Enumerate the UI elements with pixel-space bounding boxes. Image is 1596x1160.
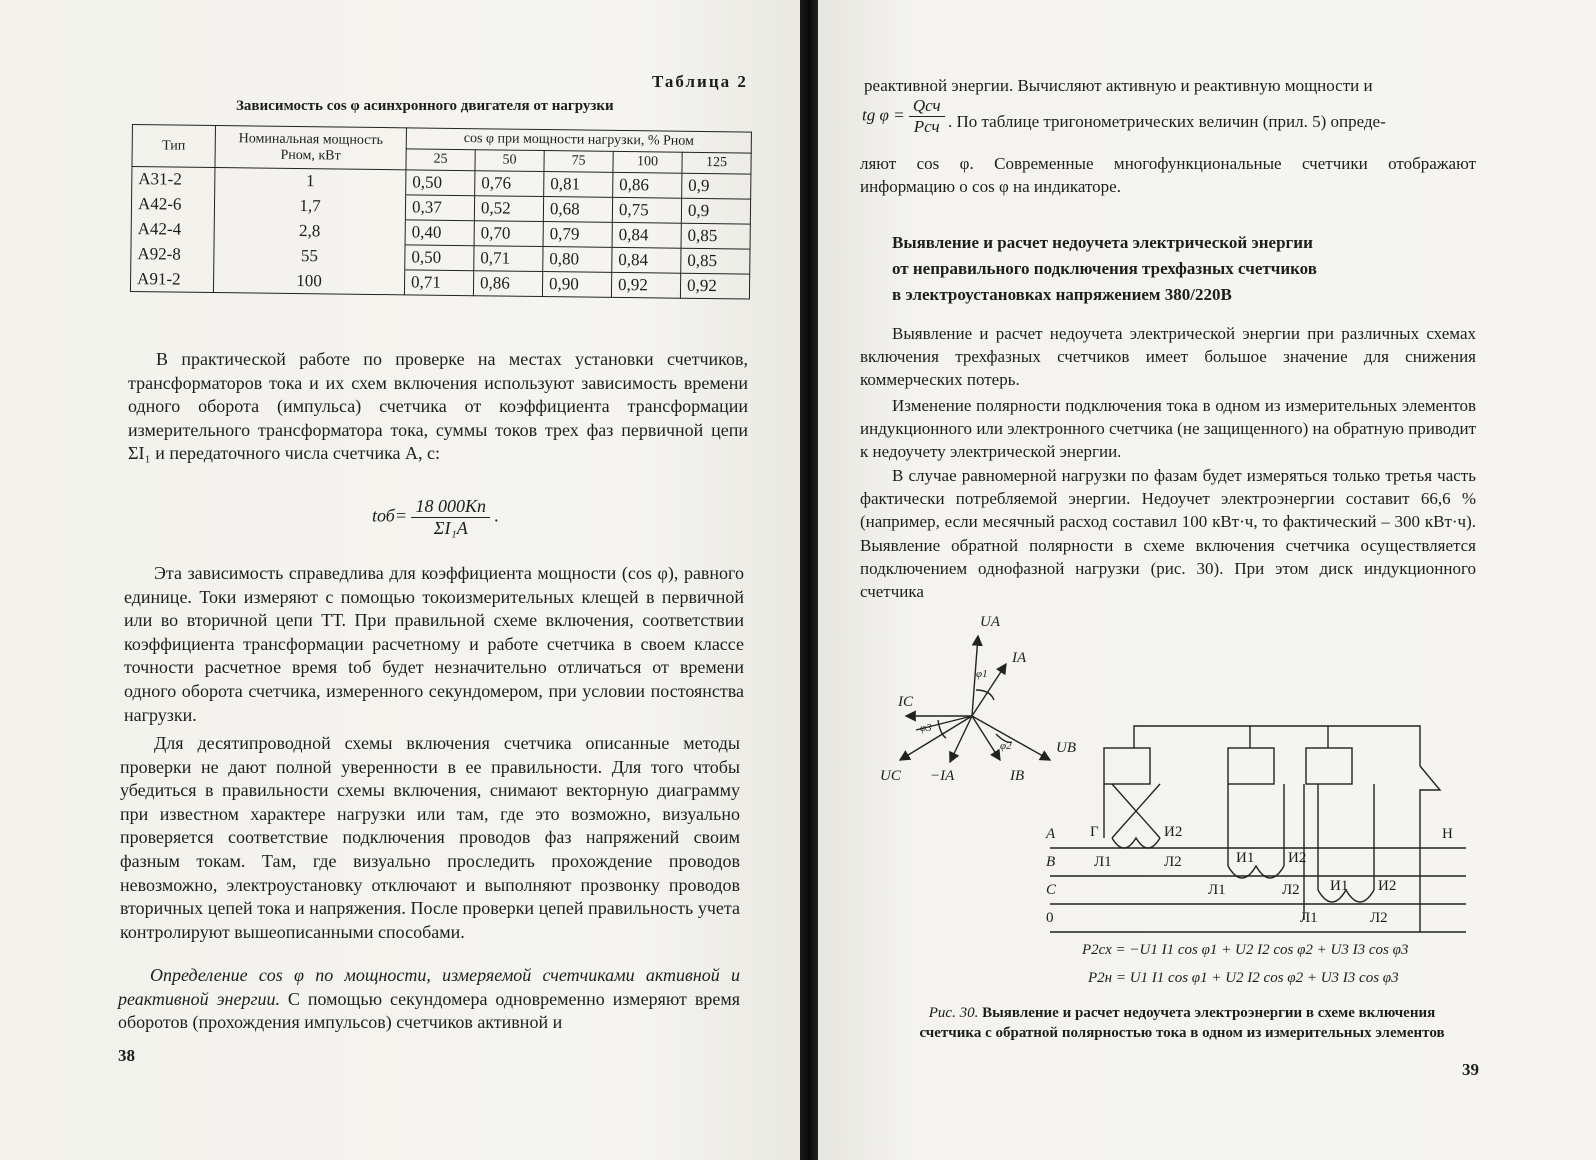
heading-line-3: в электроустановках напряжением 380/220В (892, 285, 1232, 304)
tg-numerator: Qсч (909, 96, 945, 117)
terminal-l1-3: Л1 (1300, 910, 1318, 926)
heading-line-2: от неправильного подключения трехфазных счетчиков (892, 259, 1317, 278)
page-number-right: 39 (1462, 1060, 1479, 1079)
motor-type-cell: А91-2 (130, 266, 213, 292)
cos-phi-cell: 0,86 (473, 271, 542, 297)
terminal-i2-2: И2 (1288, 850, 1307, 866)
cos-phi-cell: 0,50 (406, 170, 475, 196)
load-level-header: 100 (613, 151, 682, 173)
cos-phi-cell: 0,81 (544, 172, 613, 198)
cos-phi-cell: 0,85 (681, 223, 750, 249)
terminal-i1-2: И1 (1236, 850, 1255, 866)
left-paragraph-3: Для десятипроводной схемы включения счетчика описанные методы проверки не дают полной уверенности в ее правильности. Для того чтобы убедиться в правильности схемы включения, снимают векторную диаграмму при известном характере нагрузки или там, где это возможно, визуально проверяется соответствие подключения проводов фаз напряжений своим фазным токам. Там, где визуально проследить прохождение проводов невозможно, электроустановку отключают и выполняют прозвонку проводов вторичных цепей тока и напряжения. После проверки цепей правильность учета контролируют вышеописанными способами. (120, 733, 740, 942)
cos-phi-cell: 0,70 (474, 221, 543, 247)
cos-phi-cell: 0,68 (543, 197, 612, 223)
formula-fraction (411, 496, 490, 539)
section-heading (892, 230, 1317, 308)
cos-phi-cell: 0,84 (612, 247, 681, 273)
left-paragraph-1: В практической работе по проверке на местах установки счетчиков, трансформаторов тока и их схем включения используют зависимость времени одного оборота (импульса) счетчика от коэффициента трансформации измерительного трансформатора тока, суммы токов трех фаз первичной цепи ΣI₁ и передаточного числа счетчика A, с: (128, 349, 748, 464)
label-ib: IB (1010, 768, 1025, 784)
label-ia: IA (1012, 650, 1027, 666)
t-ob-formula: tоб= $\frac{18 000Kп}{\text{ΣI₁A}}$ . (372, 496, 499, 538)
table-number: Таблица 2 (652, 72, 748, 91)
cos-phi-cell: 0,92 (680, 273, 749, 299)
terminal-l1-1: Л1 (1094, 854, 1112, 870)
terminal-l2-2: Л2 (1282, 882, 1300, 898)
right-line-2: . По таблице тригонометрических величин (прил. 5) опреде- (948, 112, 1386, 131)
book-gutter (800, 0, 818, 1160)
terminal-i2-1: И2 (1164, 824, 1183, 840)
motor-type-cell: А92-8 (131, 241, 214, 267)
motor-type-cell: А42-4 (131, 216, 214, 242)
label-minus-ia: −IA (930, 768, 955, 784)
col-power: Номинальная мощность Pном, кВт (215, 126, 406, 170)
right-paragraph-1: Выявление и расчет недоучета электрической энергии при различных схемах включения трехфазных счетчиков имеет большое значение для снижения коммерческих потерь. (860, 324, 1476, 390)
load-level-header: 25 (406, 149, 475, 171)
cos-phi-cell: 0,80 (543, 247, 612, 273)
figure-caption (906, 1003, 1458, 1043)
cos-phi-cell: 0,9 (682, 173, 751, 199)
terminal-l2-1: Л2 (1164, 854, 1182, 870)
equation-p2sx: P2сх = −U1 I1 cos φ1 + U2 I2 cos φ2 + U3 I3 cos φ3 (1082, 942, 1409, 958)
caption-prefix: Рис. 30. (928, 1005, 979, 1021)
left-paragraph-2: Эта зависимость справедлива для коэффициента мощности (cos φ), равного единице. Токи измеряют с помощью токоизмерительных клещей в первичной или во вторичной цепи ТТ. При правильной схеме включения, соответствии коэффициента трансформации расчетному и работе счетчика в своем классе точности расчетное время tоб будет незначительно отличаться от времени одного оборота счетчика, измеренного секундомером, при условии постоянства нагрузки. (124, 563, 744, 725)
cos-phi-cell: 0,79 (543, 222, 612, 248)
right-paragraph-3: В случае равномерной нагрузки по фазам будет измеряться только третья часть фактически потребляемой энергии. Недоучет электроэнергии составит 66,6 % (например, если месячный расход составил 100 кВт·ч, то фактический – 300 кВт·ч). Выявление обратной полярности в схеме включения счетчика осуществляется подключением однофазной нагрузки (рис. 30). При этом диск индукционного счетчика (860, 466, 1476, 602)
formula-denominator: ΣI₁A (433, 518, 468, 538)
cos-phi-cell: 0,71 (474, 246, 543, 272)
caption-text: Выявление и расчет недоучета электроэнергии в схеме включения счетчика с обратной полярностью тока в одном из измерительных элементов (919, 1005, 1445, 1041)
label-neutral-h: Н (1442, 826, 1453, 842)
para4-italic: Определение cos φ по мощности, измеряемой счетчиками активной и реактивной энергии. (118, 965, 740, 1009)
cos-phi-cell: 0,9 (681, 198, 750, 224)
left-paragraph-4 (118, 964, 740, 1035)
terminal-i2-3: И2 (1378, 878, 1397, 894)
right-line-1: реактивной энергии. Вычисляют активную и реактивную мощности и (864, 76, 1373, 95)
load-level-header: 50 (475, 150, 544, 172)
terminal-l2-3: Л2 (1370, 910, 1388, 926)
terminal-l1-2: Л1 (1208, 882, 1226, 898)
motor-type-cell: А42-6 (131, 192, 214, 218)
cos-phi-cell: 0,71 (404, 270, 473, 296)
rated-power-cell: 55 (214, 243, 405, 270)
cos-phi-cell: 0,52 (474, 196, 543, 222)
para4-rest: С помощью секундомера одновременно измеряют время оборотов (прохождения импульсов) счетчиков активной и (118, 988, 740, 1033)
col-cos-group: cos φ при мощности нагрузки, % Pном (406, 128, 751, 153)
tg-fraction (909, 96, 945, 137)
tg-denominator: Pсч (913, 117, 940, 136)
tg-lhs: tg φ = (862, 105, 905, 125)
cos-phi-cell: 0,86 (613, 172, 682, 198)
load-level-header: 75 (544, 151, 613, 173)
load-level-header: 125 (682, 152, 751, 174)
col-type: Тип (132, 125, 216, 168)
label-line-0: 0 (1046, 910, 1054, 926)
rated-power-cell: 1 (215, 168, 406, 195)
formula-lhs: tоб= (372, 505, 407, 526)
formula-numerator: 18 000Kп (411, 496, 490, 518)
tg-formula (862, 96, 945, 137)
rated-power-cell: 2,8 (214, 218, 405, 245)
terminal-i1-3: И1 (1330, 878, 1349, 894)
label-phi1: φ1 (976, 668, 988, 680)
cos-phi-cell: 0,85 (681, 248, 750, 274)
label-line-c: C (1046, 882, 1057, 898)
cos-phi-cell: 0,37 (405, 195, 474, 221)
page-number-left: 38 (118, 1046, 135, 1065)
motor-type-cell: А31-2 (132, 167, 215, 193)
cos-phi-table (130, 124, 752, 300)
cos-phi-cell: 0,76 (475, 171, 544, 197)
right-line-3: ляют cos φ. Современные многофункциональные счетчики отображают информацию о cos φ на индикаторе. (860, 154, 1476, 197)
label-phi3: φ3 (920, 722, 932, 734)
label-phi2: φ2 (1000, 740, 1012, 752)
cos-phi-cell: 0,40 (405, 220, 474, 246)
cos-phi-cell: 0,84 (612, 222, 681, 248)
cos-phi-cell: 0,92 (611, 272, 680, 298)
label-ic: IC (898, 694, 913, 710)
rated-power-cell: 1,7 (214, 193, 405, 220)
label-uc: UC (880, 768, 901, 784)
right-paragraph-2: Изменение полярности подключения тока в одном из измерительных элементов индукционного или электронного счетчика (не защищенного) на обратную приводит к недоучету электрической энергии. (860, 396, 1476, 462)
label-line-a: A (1046, 826, 1056, 842)
label-line-b: B (1046, 854, 1056, 870)
cos-phi-cell: 0,90 (542, 272, 611, 298)
table-title: Зависимость cos φ асинхронного двигателя от нагрузки (236, 98, 614, 114)
rated-power-cell: 100 (213, 268, 404, 295)
label-ua: UA (980, 614, 1000, 630)
equation-p2n: P2н = U1 I1 cos φ1 + U2 I2 cos φ2 + U3 I3 cos φ3 (1088, 970, 1399, 986)
cos-phi-cell: 0,50 (405, 245, 474, 271)
heading-line-1: Выявление и расчет недоучета электрической энергии (892, 233, 1313, 252)
cos-phi-cell: 0,75 (612, 197, 681, 223)
terminal-g: Г (1090, 824, 1099, 840)
label-ub: UB (1056, 740, 1076, 756)
